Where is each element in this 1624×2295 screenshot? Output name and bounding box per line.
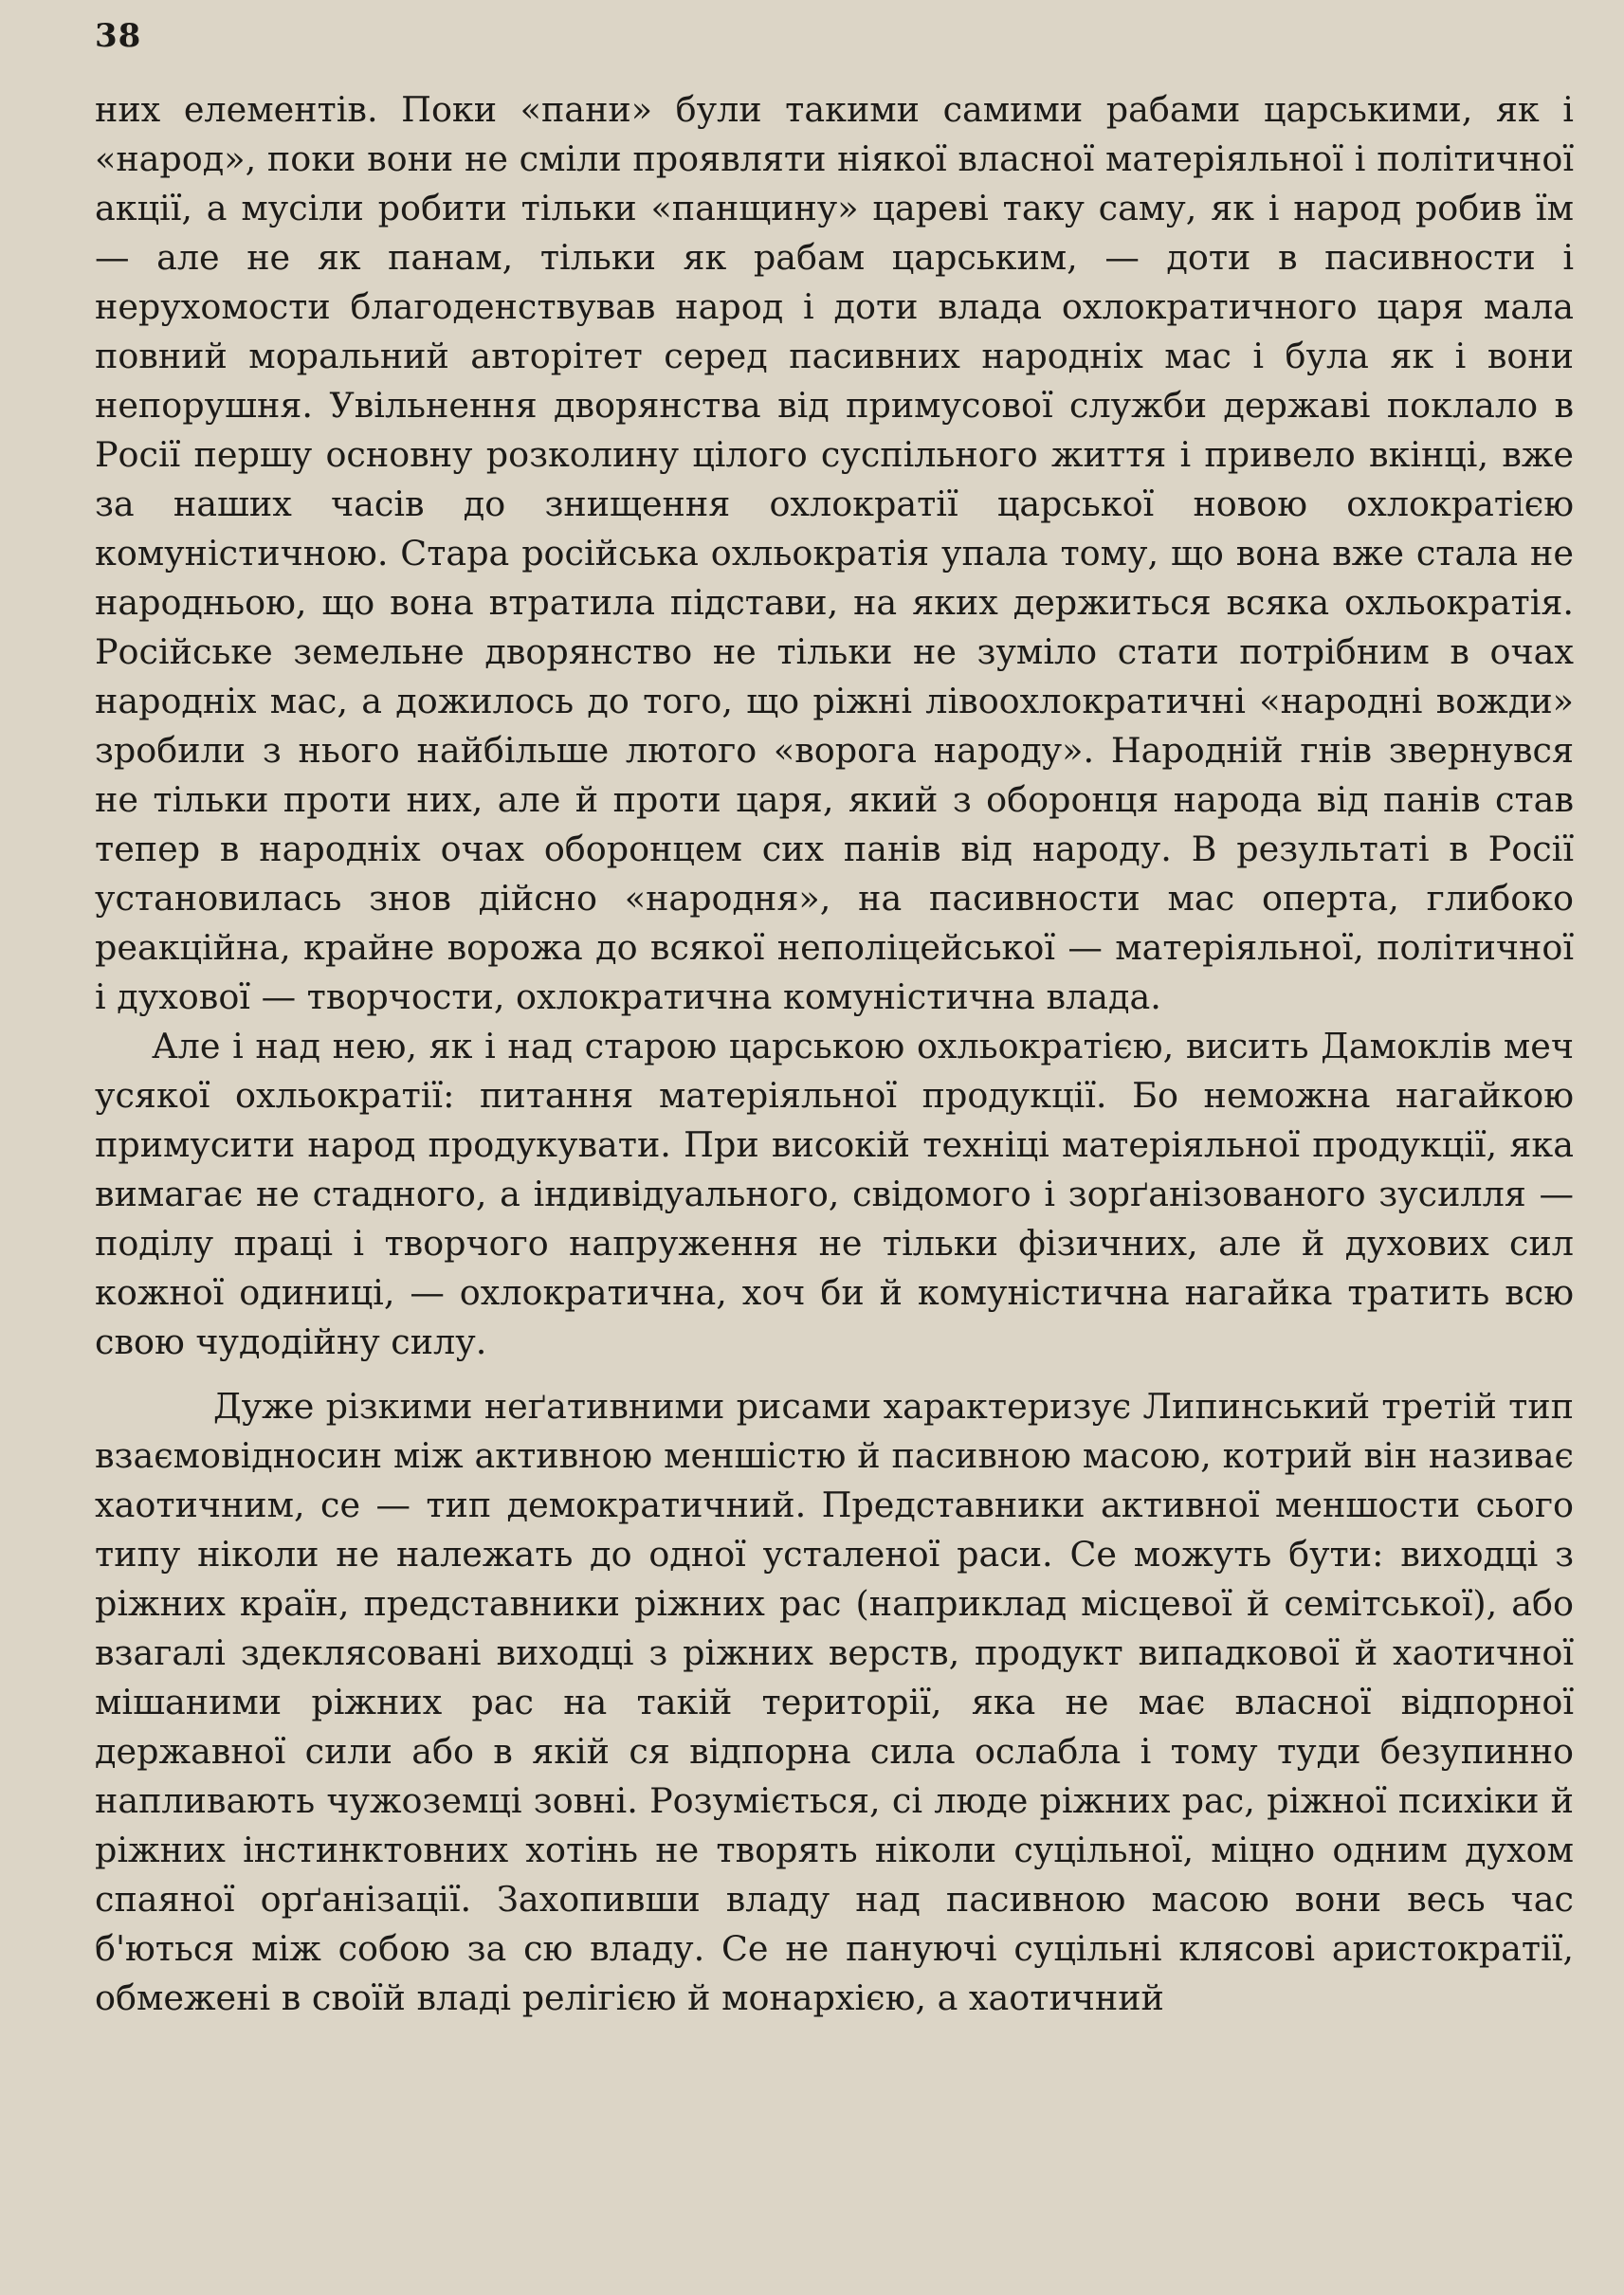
body-text <box>95 85 1574 2023</box>
paragraph-1: них елементів. Поки «пани» були такими самими рабами царськими, як і «народ», поки вони не сміли проявляти ніякої власної матеріяльної і політичної акції, а мусіли робити тільки «панщину» цареві таку саму, як і народ робив їм — але не як панам, тільки як рабам царським, — доти в пасивности і нерухомости благоденствував народ і доти влада охлократичного царя мала повний моральний авторітет серед пасивних народніх мас і була як і вони непорушня. Увільнення дворянства від примусової служби державі поклало в Росії першу основну розколину цілого суспільного життя і привело вкінці, вже за наших часів до знищення охлократії царської новою охлократією комуністичною. Стара російська охльократія упала тому, що вона вже стала не народньою, що вона втратила підстави, на яких держиться всяка охльократія. Російське земельне дворянство не тільки не зуміло стати потрібним в очах народніх мас, а дожилось до того, що ріжні лівоохлократичні «народні вожди» зробили з нього найбільше лютого «ворога народу». Народній гнів звернувся не тільки проти них, але й проти царя, який з оборонця народа від панів став тепер в народніх очах оборонцем сих панів від народу. В результаті в Росії установилась знов дійсно «народня», на пасивности мас оперта, глибоко реакційна, крайне ворожа до всякої неполіцейської — матеріяльної, політичної і духової — творчости, охлократична комуністична влада. <box>95 89 1574 1017</box>
paragraph-2: Але і над нею, як і над старою царською охльократією, висить Дамоклів меч усякої охльократії: питання матеріяльної продукції. Бо неможна нагайкою примусити народ продукувати. При високій техніці матеріяльної продукції, яка вимагає не стадного, а індивідуального, свідомого і зорґанізованого зусилля — поділу праці і творчого напруження не тільки фізичних, але й духових сил кожної одиниці, — охлократична, хоч би й комуністична нагайка тратить всю свою чудодійну силу. <box>95 1026 1574 1362</box>
page-number: 38 <box>95 17 142 55</box>
paragraph-3: Дуже різкими неґативними рисами характеризує Липинський третій тип взаємовідносин між активною меншістю й пасивною масою, котрий він називає хаотичним, се — тип демократичний. Представники активної меншости сього типу ніколи не належать до одної усталеної раси. Се можуть бути: виходці з ріжних країн, представники ріжних рас (наприклад місцевої й семітської), або взагалі здеклясовані виходці з ріжних верств, продукт випадкової й хаотичної мішаними ріжних рас на такій території, яка не має власної відпорної державної сили або в якій ся відпорна сила ослабла і тому туди безупинно напливають чужоземці зовні. Розуміється, сі люде ріжних рас, ріжної психіки й ріжних інстинктовних хотінь не творять ніколи суцільної, міцно одним духом спаяної орґанізації. Захопивши владу над пасивною масою вони весь час б'ються між собою за сю владу. Се не пануючі суцільні клясові аристократії, обмежені в своїй владі релігією й монархією, а хаотичний <box>95 1386 1574 2018</box>
